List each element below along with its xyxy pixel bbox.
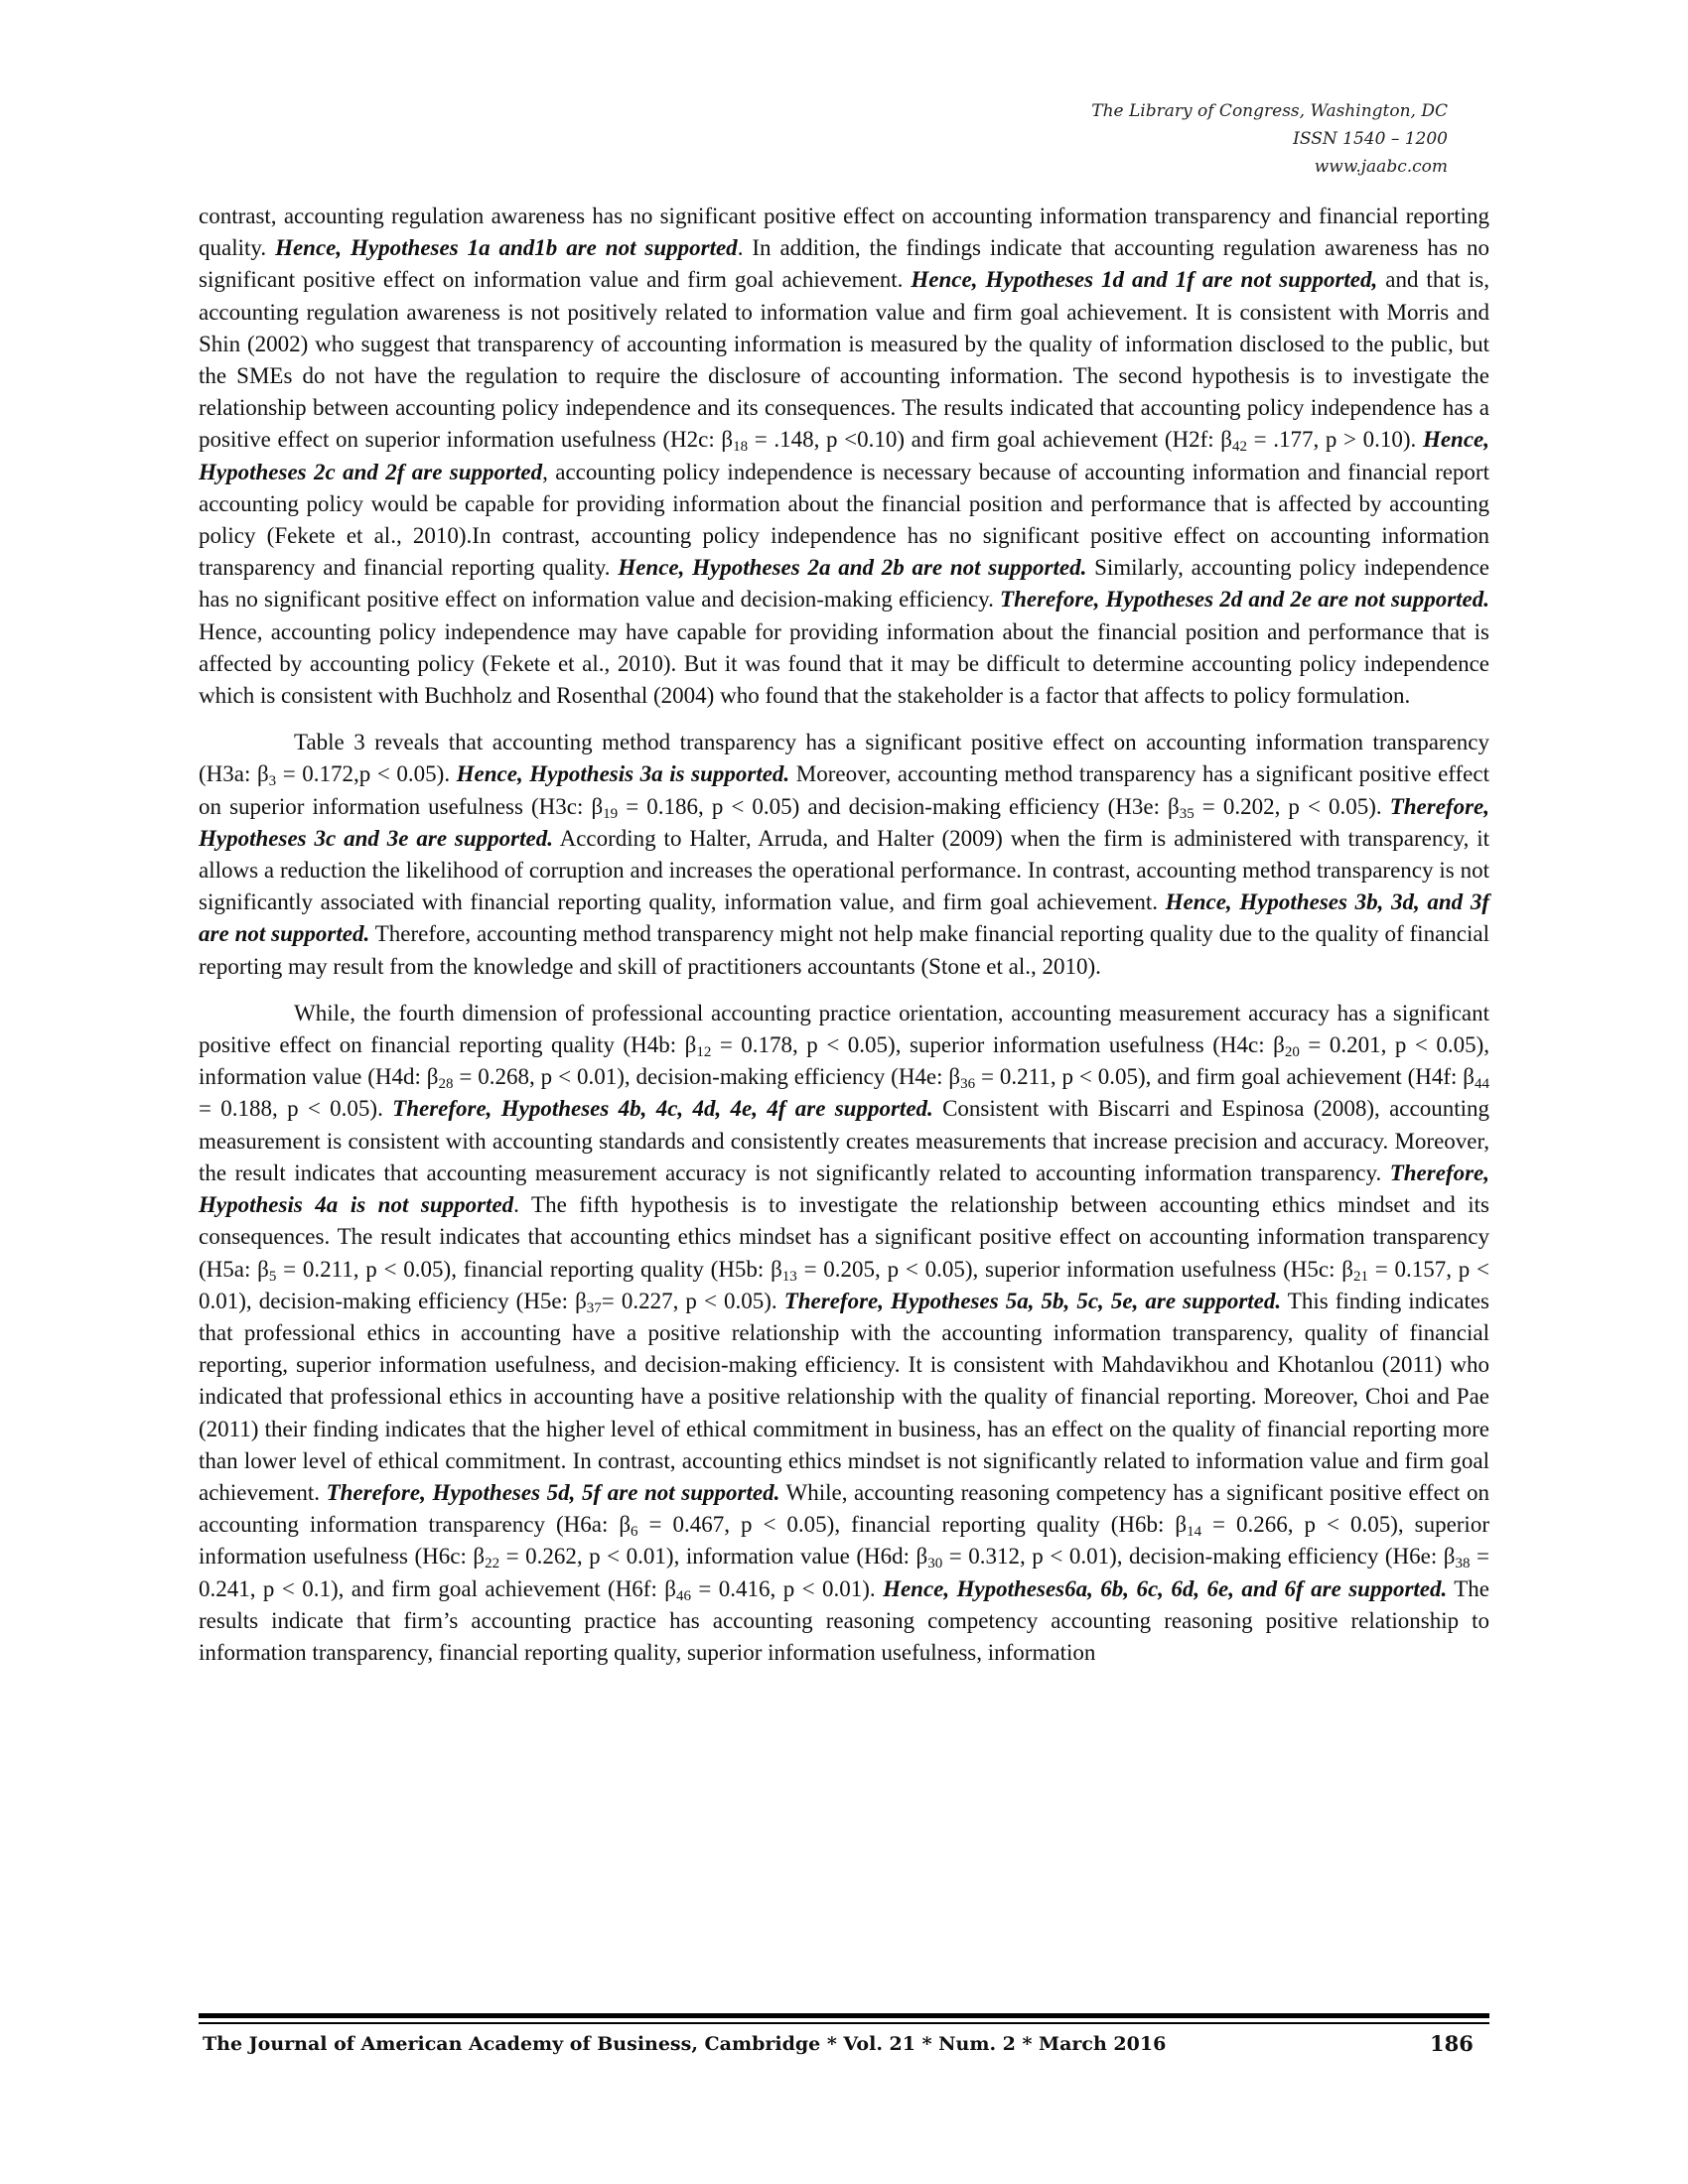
text-run: , accounting policy independence is necessary because of accounting information and financial report accounting policy would be capable for providing information about the financial position and performance that is affected by accounting policy (Fekete et al., 2010).In contrast, accounting policy independence has no significant positive effect on accounting information transparency and financial reporting quality. bbox=[199, 459, 1489, 581]
hypothesis-result: Hence, Hypotheses 1d and 1f are not supported, bbox=[911, 267, 1378, 293]
text-run: = 0.205, p < 0.05), superior information usefulness (H5c: β bbox=[796, 1256, 1353, 1282]
beta-subscript: 21 bbox=[1352, 1268, 1368, 1285]
text-run: Therefore, accounting method transparency might not help make financial reporting quality due to the quality of financial reporting may result from the knowledge and skill of practitioners accountants (Stone et al., 2010). bbox=[199, 921, 1489, 979]
text-run: = 0.241, p < 0.1), and firm goal achievement (H6f: β bbox=[199, 1544, 1489, 1601]
hypothesis-result: Hence, Hypothesis 3a is supported. bbox=[456, 761, 790, 787]
text-run: and that is, accounting regulation awareness is not positively related to information value and firm goal achievement. It is consistent with Morris and Shin (2002) who suggest that transparency of accounting information is measured by the quality of information disclosed to the public, but the SMEs do not have the regulation to require the disclosure of accounting information. The second hypothesis is to investigate the relationship between accounting policy independence and its consequences. The results indicated that accounting policy independence has a positive effect on superior information usefulness (H2c: β bbox=[199, 267, 1489, 453]
hypothesis-result: Hence, Hypotheses 2c and 2f are supported bbox=[199, 427, 1489, 484]
beta-subscript: 19 bbox=[603, 805, 619, 822]
text-run: = 0.211, p < 0.05), and firm goal achievement (H4f: β bbox=[975, 1064, 1476, 1090]
text-run: . The fifth hypothesis is to investigate the relationship between accounting ethics mindset and its consequences. The result indicates that accounting ethics mindset has a significant positive effect on accounting information transparency (H5a: β bbox=[199, 1192, 1489, 1282]
beta-subscript: 44 bbox=[1475, 1076, 1490, 1093]
footer-journal-citation: The Journal of American Academy of Business, Cambridge * Vol. 21 * Num. 2 * March 2016 bbox=[203, 2033, 1167, 2055]
hypothesis-result: Therefore, Hypotheses 5a, 5b, 5c, 5e, are supported. bbox=[783, 1288, 1282, 1313]
text-run: = 0.312, p < 0.01), decision-making efficiency (H6e: β bbox=[942, 1544, 1456, 1570]
beta-subscript: 22 bbox=[485, 1556, 500, 1572]
beta-subscript: 37 bbox=[586, 1299, 602, 1316]
paragraph-1 bbox=[199, 201, 1489, 712]
beta-subscript: 5 bbox=[268, 1268, 277, 1285]
text-run: The results indicate that firm’s accounting practice has accounting reasoning competency accounting reasoning positive relationship to information transparency, financial reporting quality, superior information usefulness, information bbox=[199, 1575, 1490, 1665]
text-run: = 0.227, p < 0.05). bbox=[601, 1288, 784, 1313]
text-run: = 0.172,p < 0.05). bbox=[276, 761, 457, 787]
header-website: www.jaabc.com bbox=[1314, 157, 1448, 177]
text-run: Similarly, accounting policy independence has no significant positive effect on information value and decision-making efficiency. bbox=[199, 555, 1489, 613]
text-run: contrast, accounting regulation awareness has no significant positive effect on accounting information transparency and financial reporting quality. bbox=[199, 204, 1489, 261]
text-run: = 0.201, p < 0.05), information value (H4d: β bbox=[199, 1032, 1489, 1090]
paragraph-3 bbox=[199, 998, 1489, 1669]
text-run: = 0.268, p < 0.01), decision-making efficiency (H4e: β bbox=[453, 1064, 961, 1090]
beta-subscript: 38 bbox=[1455, 1556, 1471, 1572]
beta-subscript: 42 bbox=[1231, 439, 1247, 456]
text-run: = 0.467, p < 0.05), financial reporting quality (H6b: β bbox=[637, 1512, 1188, 1538]
text-run: = 0.202, p < 0.05). bbox=[1194, 793, 1390, 819]
beta-subscript: 12 bbox=[696, 1044, 712, 1061]
hypothesis-result: Hence, Hypotheses 1a and1b are not supported bbox=[275, 235, 738, 261]
page-number: 186 bbox=[1430, 2031, 1474, 2056]
running-header bbox=[1091, 97, 1448, 181]
hypothesis-result: Hence, Hypotheses 2a and 2b are not supported. bbox=[618, 555, 1087, 581]
beta-subscript: 20 bbox=[1284, 1044, 1300, 1061]
hypothesis-result: Therefore, Hypotheses 2d and 2e are not supported. bbox=[1000, 587, 1489, 613]
body-text bbox=[199, 201, 1489, 1669]
text-run: = 0.157, p < 0.01), decision-making efficiency (H5e: β bbox=[199, 1256, 1489, 1313]
beta-subscript: 6 bbox=[631, 1524, 638, 1541]
text-run: = .177, p > 0.10). bbox=[1246, 427, 1423, 453]
text-run: While, the fourth dimension of professional accounting practice orientation, accounting measurement accuracy has a significant positive effect on financial reporting quality (H4b: β bbox=[199, 1000, 1489, 1058]
beta-subscript: 28 bbox=[438, 1076, 454, 1093]
hypothesis-result: Hence, Hypotheses6a, 6b, 6c, 6d, 6e, and 6f are supported. bbox=[883, 1575, 1448, 1601]
text-run: Consistent with Biscarri and Espinosa (2008), accounting measurement is consistent with accounting standards and consistently creates measurements that increase precision and accuracy. Moreover, the result indicates that accounting measurement accuracy is not significantly related to accounting information transparency. bbox=[199, 1096, 1489, 1185]
text-run: = 0.262, p < 0.01), information value (H6d: β bbox=[499, 1544, 928, 1570]
beta-subscript: 35 bbox=[1179, 805, 1195, 822]
header-issn: ISSN 1540 – 1200 bbox=[1293, 129, 1448, 149]
text-run: = 0.211, p < 0.05), financial reporting quality (H5b: β bbox=[276, 1256, 782, 1282]
footer-rule-thin bbox=[199, 2022, 1489, 2024]
text-run: According to Halter, Arruda, and Halter (2009) when the firm is administered with transparency, it allows a reduction the likelihood of corruption and increases the operational performance. In contrast, accounting method transparency is not significantly associated with financial reporting quality, information value, and firm goal achievement. bbox=[199, 825, 1489, 915]
beta-subscript: 46 bbox=[675, 1587, 691, 1604]
text-run: Hence, accounting policy independence may have capable for providing information about the financial position and performance that is affected by accounting policy (Fekete et al., 2010). But it was found that it may be difficult to determine accounting policy independence which is consistent with Buchholz and Rosenthal (2004) who found that the stakeholder is a factor that affects to policy formulation. bbox=[199, 618, 1489, 709]
text-run: = 0.186, p < 0.05) and decision-making efficiency (H3e: β bbox=[618, 793, 1180, 819]
text-run: = 0.178, p < 0.05), superior information usefulness (H4c: β bbox=[711, 1032, 1285, 1058]
beta-subscript: 36 bbox=[960, 1076, 976, 1093]
hypothesis-result: Therefore, Hypothesis 4a is not supported bbox=[199, 1160, 1489, 1218]
beta-subscript: 18 bbox=[733, 439, 749, 456]
text-run: This finding indicates that professional ethics in accounting have a positive relationship with the accounting information transparency, quality of financial reporting, superior information usefulness, and decision-making efficiency. It is consistent with Mahdavikhou and Khotanlou (2011) who indicated that professional ethics in accounting have a positive relationship with the quality of financial reporting. Moreover, Choi and Pae (2011) their finding indicates that the higher level of ethical commitment in business, has an effect on the quality of financial reporting more than lower level of ethical commitment. In contrast, accounting ethics mindset is not significantly related to information value and firm goal achievement. bbox=[199, 1288, 1490, 1505]
text-run: = .148, p <0.10) and firm goal achievement (H2f: β bbox=[748, 427, 1232, 453]
text-run: Moreover, accounting method transparency has a significant positive effect on superior information usefulness (H3c: β bbox=[199, 761, 1489, 819]
paragraph-2 bbox=[199, 727, 1489, 983]
hypothesis-result: Hence, Hypotheses 3b, 3d, and 3f are not supported. bbox=[199, 889, 1489, 947]
hypothesis-result: Therefore, Hypotheses 3c and 3e are supported. bbox=[199, 793, 1489, 851]
text-run: = 0.266, p < 0.05), superior information usefulness (H6c: β bbox=[199, 1512, 1489, 1570]
text-run: Table 3 reveals that accounting method transparency has a significant positive effect on accounting information transparency (H3a: β bbox=[199, 730, 1489, 787]
text-run: . In addition, the findings indicate that accounting regulation awareness has no significant positive effect on information value and firm goal achievement. bbox=[199, 235, 1489, 293]
footer-rule-thick bbox=[199, 2013, 1489, 2018]
text-run: = 0.188, p < 0.05). bbox=[199, 1096, 393, 1122]
header-library: The Library of Congress, Washington, DC bbox=[1091, 101, 1448, 121]
beta-subscript: 13 bbox=[781, 1268, 797, 1285]
hypothesis-result: Therefore, Hypotheses 5d, 5f are not supported. bbox=[326, 1479, 780, 1505]
hypothesis-result: Therefore, Hypotheses 4b, 4c, 4d, 4e, 4f are supported. bbox=[392, 1096, 933, 1122]
beta-subscript: 3 bbox=[268, 773, 277, 790]
beta-subscript: 30 bbox=[927, 1556, 943, 1572]
text-run: While, accounting reasoning competency has a significant positive effect on accounting information transparency (H6a: β bbox=[199, 1479, 1489, 1538]
text-run: = 0.416, p < 0.01). bbox=[690, 1575, 884, 1601]
beta-subscript: 14 bbox=[1187, 1524, 1202, 1541]
